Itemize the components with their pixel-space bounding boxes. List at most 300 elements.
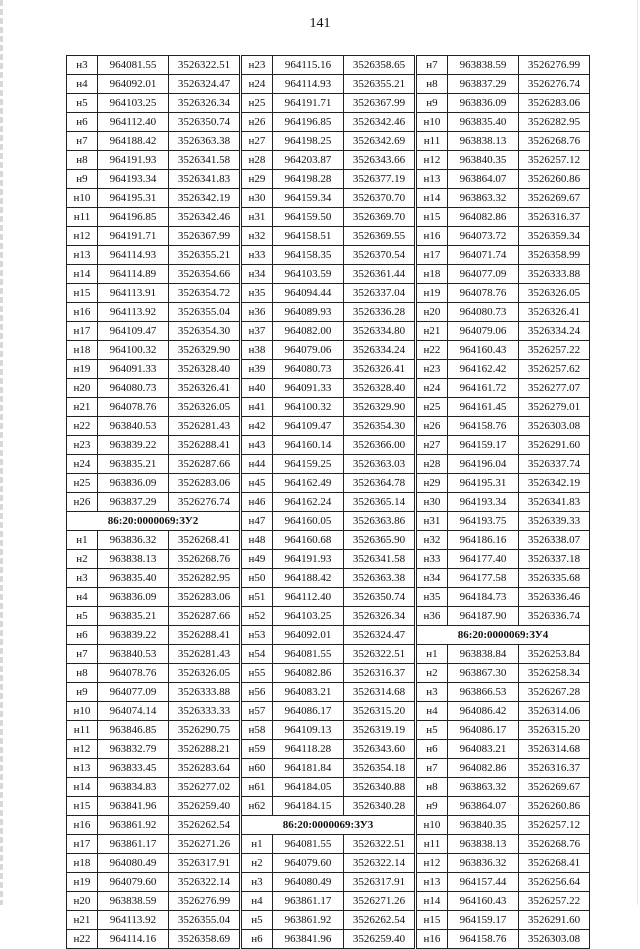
point-id-cell: н13 xyxy=(67,246,98,265)
point-id-cell: н56 xyxy=(242,683,273,702)
point-id-cell: н45 xyxy=(242,474,273,493)
table-row xyxy=(67,759,240,778)
point-id-cell: н32 xyxy=(417,531,448,550)
y-coordinate-cell: 3526291.60 xyxy=(519,436,590,455)
x-coordinate-cell: 963837.29 xyxy=(98,493,169,512)
point-id-cell: н61 xyxy=(242,778,273,797)
point-id-cell: н25 xyxy=(67,474,98,493)
table-row xyxy=(67,303,240,322)
point-id-cell: н19 xyxy=(67,360,98,379)
x-coordinate-cell: 964079.06 xyxy=(273,341,344,360)
table-row xyxy=(417,360,590,379)
y-coordinate-cell: 3526366.00 xyxy=(344,436,415,455)
x-coordinate-cell: 963836.09 xyxy=(98,588,169,607)
table-row xyxy=(417,75,590,94)
point-id-cell: н30 xyxy=(242,189,273,208)
x-coordinate-cell: 964100.32 xyxy=(98,341,169,360)
y-coordinate-cell: 3526364.78 xyxy=(344,474,415,493)
y-coordinate-cell: 3526326.05 xyxy=(169,398,240,417)
y-coordinate-cell: 3526290.75 xyxy=(169,721,240,740)
coordinates-column-3 xyxy=(416,55,590,949)
table-row xyxy=(417,892,590,911)
point-id-cell: н9 xyxy=(67,683,98,702)
y-coordinate-cell: 3526339.33 xyxy=(519,512,590,531)
point-id-cell: н23 xyxy=(242,56,273,75)
x-coordinate-cell: 963839.22 xyxy=(98,436,169,455)
y-coordinate-cell: 3526260.86 xyxy=(519,797,590,816)
table-row xyxy=(242,797,415,816)
x-coordinate-cell: 963866.53 xyxy=(448,683,519,702)
table-row xyxy=(67,569,240,588)
x-coordinate-cell: 964191.93 xyxy=(273,550,344,569)
y-coordinate-cell: 3526276.99 xyxy=(169,892,240,911)
table-row xyxy=(417,94,590,113)
y-coordinate-cell: 3526277.02 xyxy=(169,778,240,797)
x-coordinate-cell: 963836.09 xyxy=(448,94,519,113)
table-row xyxy=(67,835,240,854)
y-coordinate-cell: 3526341.58 xyxy=(169,151,240,170)
table-row xyxy=(242,778,415,797)
x-coordinate-cell: 964191.71 xyxy=(98,227,169,246)
x-coordinate-cell: 963838.59 xyxy=(448,56,519,75)
table-row xyxy=(417,740,590,759)
table-row xyxy=(417,493,590,512)
table-row xyxy=(242,759,415,778)
x-coordinate-cell: 964193.75 xyxy=(448,512,519,531)
table-row xyxy=(67,360,240,379)
table-row xyxy=(417,854,590,873)
point-id-cell: н24 xyxy=(242,75,273,94)
section-header-row xyxy=(417,626,590,645)
point-id-cell: н28 xyxy=(242,151,273,170)
x-coordinate-cell: 963836.32 xyxy=(448,854,519,873)
table-row xyxy=(242,379,415,398)
point-id-cell: н14 xyxy=(67,265,98,284)
x-coordinate-cell: 964187.90 xyxy=(448,607,519,626)
y-coordinate-cell: 3526283.06 xyxy=(519,94,590,113)
x-coordinate-cell: 964160.68 xyxy=(273,531,344,550)
x-coordinate-cell: 964160.43 xyxy=(448,341,519,360)
point-id-cell: н26 xyxy=(417,417,448,436)
table-row xyxy=(67,911,240,930)
table-row xyxy=(67,816,240,835)
x-coordinate-cell: 963835.40 xyxy=(448,113,519,132)
table-row xyxy=(67,873,240,892)
table-row xyxy=(417,721,590,740)
x-coordinate-cell: 964160.43 xyxy=(448,892,519,911)
y-coordinate-cell: 3526358.99 xyxy=(519,246,590,265)
table-row xyxy=(242,474,415,493)
table-row xyxy=(67,436,240,455)
x-coordinate-cell: 964103.25 xyxy=(273,607,344,626)
table-row xyxy=(67,930,240,949)
table-row xyxy=(242,151,415,170)
table-row xyxy=(67,683,240,702)
y-coordinate-cell: 3526288.41 xyxy=(169,436,240,455)
point-id-cell: н25 xyxy=(417,398,448,417)
point-id-cell: н9 xyxy=(417,94,448,113)
point-id-cell: н19 xyxy=(417,284,448,303)
coordinates-table-1 xyxy=(66,55,240,949)
table-row xyxy=(417,417,590,436)
point-id-cell: н39 xyxy=(242,360,273,379)
y-coordinate-cell: 3526337.74 xyxy=(519,455,590,474)
table-row xyxy=(67,588,240,607)
point-id-cell: н44 xyxy=(242,455,273,474)
x-coordinate-cell: 964184.15 xyxy=(273,797,344,816)
x-coordinate-cell: 964184.73 xyxy=(448,588,519,607)
table-row xyxy=(67,531,240,550)
point-id-cell: н17 xyxy=(67,322,98,341)
y-coordinate-cell: 3526354.72 xyxy=(169,284,240,303)
x-coordinate-cell: 964184.05 xyxy=(273,778,344,797)
x-coordinate-cell: 964158.76 xyxy=(448,930,519,949)
table-row xyxy=(67,455,240,474)
point-id-cell: н17 xyxy=(67,835,98,854)
y-coordinate-cell: 3526287.66 xyxy=(169,455,240,474)
table-row xyxy=(242,360,415,379)
coordinates-table-3 xyxy=(416,55,590,949)
table-row xyxy=(67,740,240,759)
point-id-cell: н12 xyxy=(67,740,98,759)
point-id-cell: н4 xyxy=(242,892,273,911)
point-id-cell: н2 xyxy=(242,854,273,873)
table-row xyxy=(67,170,240,189)
y-coordinate-cell: 3526336.46 xyxy=(519,588,590,607)
point-id-cell: н8 xyxy=(67,664,98,683)
point-id-cell: н6 xyxy=(242,930,273,949)
point-id-cell: н35 xyxy=(242,284,273,303)
y-coordinate-cell: 3526337.18 xyxy=(519,550,590,569)
y-coordinate-cell: 3526326.41 xyxy=(169,379,240,398)
point-id-cell: н28 xyxy=(417,455,448,474)
point-id-cell: н20 xyxy=(67,892,98,911)
x-coordinate-cell: 963838.13 xyxy=(448,132,519,151)
table-row xyxy=(417,911,590,930)
x-coordinate-cell: 963837.29 xyxy=(448,75,519,94)
y-coordinate-cell: 3526253.84 xyxy=(519,645,590,664)
table-row xyxy=(67,607,240,626)
point-id-cell: н37 xyxy=(242,322,273,341)
table-row xyxy=(242,683,415,702)
point-id-cell: н6 xyxy=(417,740,448,759)
point-id-cell: н15 xyxy=(417,208,448,227)
x-coordinate-cell: 964114.89 xyxy=(98,265,169,284)
x-coordinate-cell: 964086.17 xyxy=(448,721,519,740)
table-row xyxy=(417,113,590,132)
point-id-cell: н3 xyxy=(417,683,448,702)
point-id-cell: н15 xyxy=(67,284,98,303)
x-coordinate-cell: 964079.60 xyxy=(273,854,344,873)
point-id-cell: н14 xyxy=(417,189,448,208)
point-id-cell: н33 xyxy=(417,550,448,569)
table-row xyxy=(417,170,590,189)
x-coordinate-cell: 964080.73 xyxy=(273,360,344,379)
table-row xyxy=(417,664,590,683)
y-coordinate-cell: 3526365.90 xyxy=(344,531,415,550)
table-row xyxy=(417,550,590,569)
table-row xyxy=(417,607,590,626)
x-coordinate-cell: 964198.25 xyxy=(273,132,344,151)
point-id-cell: н29 xyxy=(417,474,448,493)
x-coordinate-cell: 964074.14 xyxy=(98,702,169,721)
table-row xyxy=(417,588,590,607)
y-coordinate-cell: 3526355.21 xyxy=(169,246,240,265)
page-number: 141 xyxy=(309,16,331,31)
y-coordinate-cell: 3526359.34 xyxy=(519,227,590,246)
table-row xyxy=(242,911,415,930)
table-row xyxy=(242,189,415,208)
x-coordinate-cell: 964196.85 xyxy=(273,113,344,132)
x-coordinate-cell: 964109.13 xyxy=(273,721,344,740)
x-coordinate-cell: 964162.49 xyxy=(273,474,344,493)
y-coordinate-cell: 3526281.43 xyxy=(169,417,240,436)
point-id-cell: н35 xyxy=(417,588,448,607)
x-coordinate-cell: 964162.24 xyxy=(273,493,344,512)
x-coordinate-cell: 964078.76 xyxy=(98,664,169,683)
y-coordinate-cell: 3526257.62 xyxy=(519,360,590,379)
coordinates-column-2 xyxy=(241,55,415,949)
table-row xyxy=(67,113,240,132)
table-row xyxy=(67,474,240,493)
point-id-cell: н22 xyxy=(417,341,448,360)
table-row xyxy=(417,512,590,531)
x-coordinate-cell: 963861.17 xyxy=(98,835,169,854)
point-id-cell: н31 xyxy=(242,208,273,227)
y-coordinate-cell: 3526367.99 xyxy=(344,94,415,113)
x-coordinate-cell: 964160.14 xyxy=(273,436,344,455)
y-coordinate-cell: 3526277.07 xyxy=(519,379,590,398)
y-coordinate-cell: 3526319.19 xyxy=(344,721,415,740)
y-coordinate-cell: 3526316.37 xyxy=(519,208,590,227)
table-row xyxy=(67,797,240,816)
y-coordinate-cell: 3526342.46 xyxy=(169,208,240,227)
x-coordinate-cell: 964161.45 xyxy=(448,398,519,417)
x-coordinate-cell: 964073.72 xyxy=(448,227,519,246)
x-coordinate-cell: 964100.32 xyxy=(273,398,344,417)
table-row xyxy=(67,208,240,227)
point-id-cell: н18 xyxy=(67,854,98,873)
x-coordinate-cell: 964079.06 xyxy=(448,322,519,341)
y-coordinate-cell: 3526377.19 xyxy=(344,170,415,189)
y-coordinate-cell: 3526271.26 xyxy=(344,892,415,911)
x-coordinate-cell: 964195.31 xyxy=(448,474,519,493)
y-coordinate-cell: 3526322.51 xyxy=(169,56,240,75)
x-coordinate-cell: 964193.34 xyxy=(98,170,169,189)
y-coordinate-cell: 3526333.88 xyxy=(169,683,240,702)
point-id-cell: н13 xyxy=(417,873,448,892)
x-coordinate-cell: 964158.35 xyxy=(273,246,344,265)
x-coordinate-cell: 964082.86 xyxy=(448,208,519,227)
x-coordinate-cell: 964071.74 xyxy=(448,246,519,265)
x-coordinate-cell: 964161.72 xyxy=(448,379,519,398)
y-coordinate-cell: 3526257.12 xyxy=(519,816,590,835)
y-coordinate-cell: 3526342.69 xyxy=(344,132,415,151)
y-coordinate-cell: 3526363.86 xyxy=(344,512,415,531)
x-coordinate-cell: 964092.01 xyxy=(98,75,169,94)
point-id-cell: н53 xyxy=(242,626,273,645)
table-row xyxy=(242,417,415,436)
table-row xyxy=(417,797,590,816)
y-coordinate-cell: 3526342.46 xyxy=(344,113,415,132)
table-row xyxy=(417,398,590,417)
point-id-cell: н26 xyxy=(67,493,98,512)
table-row xyxy=(242,75,415,94)
x-coordinate-cell: 964159.17 xyxy=(448,911,519,930)
point-id-cell: н11 xyxy=(417,132,448,151)
table-row xyxy=(67,379,240,398)
y-coordinate-cell: 3526260.86 xyxy=(519,170,590,189)
x-coordinate-cell: 963863.32 xyxy=(448,189,519,208)
point-id-cell: н27 xyxy=(417,436,448,455)
y-coordinate-cell: 3526262.54 xyxy=(169,816,240,835)
y-coordinate-cell: 3526322.51 xyxy=(344,835,415,854)
x-coordinate-cell: 963864.07 xyxy=(448,797,519,816)
y-coordinate-cell: 3526340.28 xyxy=(344,797,415,816)
x-coordinate-cell: 964162.42 xyxy=(448,360,519,379)
x-coordinate-cell: 964181.84 xyxy=(273,759,344,778)
point-id-cell: н8 xyxy=(417,778,448,797)
table-row xyxy=(242,892,415,911)
x-coordinate-cell: 963838.13 xyxy=(448,835,519,854)
point-id-cell: н41 xyxy=(242,398,273,417)
y-coordinate-cell: 3526334.24 xyxy=(519,322,590,341)
point-id-cell: н60 xyxy=(242,759,273,778)
table-row xyxy=(242,227,415,246)
x-coordinate-cell: 964077.09 xyxy=(98,683,169,702)
table-row xyxy=(242,322,415,341)
point-id-cell: н50 xyxy=(242,569,273,588)
table-row xyxy=(242,702,415,721)
point-id-cell: н16 xyxy=(67,303,98,322)
point-id-cell: н24 xyxy=(417,379,448,398)
table-row xyxy=(417,683,590,702)
x-coordinate-cell: 964198.28 xyxy=(273,170,344,189)
point-id-cell: н10 xyxy=(417,816,448,835)
x-coordinate-cell: 963833.45 xyxy=(98,759,169,778)
table-row xyxy=(242,645,415,664)
y-coordinate-cell: 3526337.04 xyxy=(344,284,415,303)
point-id-cell: н31 xyxy=(417,512,448,531)
y-coordinate-cell: 3526282.95 xyxy=(519,113,590,132)
x-coordinate-cell: 963839.22 xyxy=(98,626,169,645)
x-coordinate-cell: 964177.40 xyxy=(448,550,519,569)
table-row xyxy=(417,569,590,588)
y-coordinate-cell: 3526343.60 xyxy=(344,740,415,759)
x-coordinate-cell: 964080.49 xyxy=(98,854,169,873)
y-coordinate-cell: 3526354.30 xyxy=(344,417,415,436)
x-coordinate-cell: 964159.17 xyxy=(448,436,519,455)
point-id-cell: н49 xyxy=(242,550,273,569)
point-id-cell: н10 xyxy=(67,702,98,721)
table-row xyxy=(67,246,240,265)
parcel-cadastral-number: 86:20:0000069:ЗУ2 xyxy=(67,512,240,531)
table-row xyxy=(67,132,240,151)
point-id-cell: н2 xyxy=(67,550,98,569)
x-coordinate-cell: 964083.21 xyxy=(273,683,344,702)
table-row xyxy=(67,75,240,94)
x-coordinate-cell: 964103.59 xyxy=(273,265,344,284)
x-coordinate-cell: 964092.01 xyxy=(273,626,344,645)
point-id-cell: н32 xyxy=(242,227,273,246)
point-id-cell: н27 xyxy=(242,132,273,151)
point-id-cell: н1 xyxy=(67,531,98,550)
point-id-cell: н21 xyxy=(67,911,98,930)
point-id-cell: н4 xyxy=(67,588,98,607)
point-id-cell: н26 xyxy=(242,113,273,132)
x-coordinate-cell: 964114.16 xyxy=(98,930,169,949)
section-header-row xyxy=(242,816,415,835)
scan-left-edge xyxy=(0,0,3,905)
y-coordinate-cell: 3526316.37 xyxy=(344,664,415,683)
table-row xyxy=(417,265,590,284)
table-row xyxy=(417,759,590,778)
point-id-cell: н51 xyxy=(242,588,273,607)
y-coordinate-cell: 3526258.34 xyxy=(519,664,590,683)
x-coordinate-cell: 964078.76 xyxy=(448,284,519,303)
table-row xyxy=(242,607,415,626)
point-id-cell: н33 xyxy=(242,246,273,265)
point-id-cell: н16 xyxy=(417,227,448,246)
point-id-cell: н8 xyxy=(67,151,98,170)
point-id-cell: н42 xyxy=(242,417,273,436)
x-coordinate-cell: 963832.79 xyxy=(98,740,169,759)
table-row xyxy=(67,493,240,512)
table-row xyxy=(417,531,590,550)
point-id-cell: н40 xyxy=(242,379,273,398)
point-id-cell: н16 xyxy=(417,930,448,949)
point-id-cell: н57 xyxy=(242,702,273,721)
table-row xyxy=(242,550,415,569)
y-coordinate-cell: 3526259.40 xyxy=(344,930,415,949)
y-coordinate-cell: 3526314.68 xyxy=(519,740,590,759)
y-coordinate-cell: 3526342.19 xyxy=(169,189,240,208)
y-coordinate-cell: 3526370.54 xyxy=(344,246,415,265)
x-coordinate-cell: 964086.17 xyxy=(273,702,344,721)
point-id-cell: н24 xyxy=(67,455,98,474)
point-id-cell: н7 xyxy=(417,56,448,75)
x-coordinate-cell: 964196.85 xyxy=(98,208,169,227)
y-coordinate-cell: 3526350.74 xyxy=(169,113,240,132)
table-row xyxy=(242,512,415,531)
y-coordinate-cell: 3526342.19 xyxy=(519,474,590,493)
table-row xyxy=(242,493,415,512)
y-coordinate-cell: 3526257.22 xyxy=(519,341,590,360)
point-id-cell: н6 xyxy=(67,113,98,132)
x-coordinate-cell: 964195.31 xyxy=(98,189,169,208)
table-row xyxy=(67,341,240,360)
x-coordinate-cell: 963836.09 xyxy=(98,474,169,493)
y-coordinate-cell: 3526333.88 xyxy=(519,265,590,284)
table-row xyxy=(242,265,415,284)
scan-right-edge xyxy=(637,0,638,905)
table-row xyxy=(417,246,590,265)
table-row xyxy=(67,398,240,417)
y-coordinate-cell: 3526355.21 xyxy=(344,75,415,94)
y-coordinate-cell: 3526365.14 xyxy=(344,493,415,512)
y-coordinate-cell: 3526363.38 xyxy=(169,132,240,151)
x-coordinate-cell: 964160.05 xyxy=(273,512,344,531)
point-id-cell: н18 xyxy=(67,341,98,360)
x-coordinate-cell: 964109.47 xyxy=(273,417,344,436)
point-id-cell: н5 xyxy=(417,721,448,740)
y-coordinate-cell: 3526324.47 xyxy=(169,75,240,94)
y-coordinate-cell: 3526267.28 xyxy=(519,683,590,702)
y-coordinate-cell: 3526283.06 xyxy=(169,474,240,493)
table-row xyxy=(242,341,415,360)
y-coordinate-cell: 3526276.99 xyxy=(519,56,590,75)
x-coordinate-cell: 964083.21 xyxy=(448,740,519,759)
